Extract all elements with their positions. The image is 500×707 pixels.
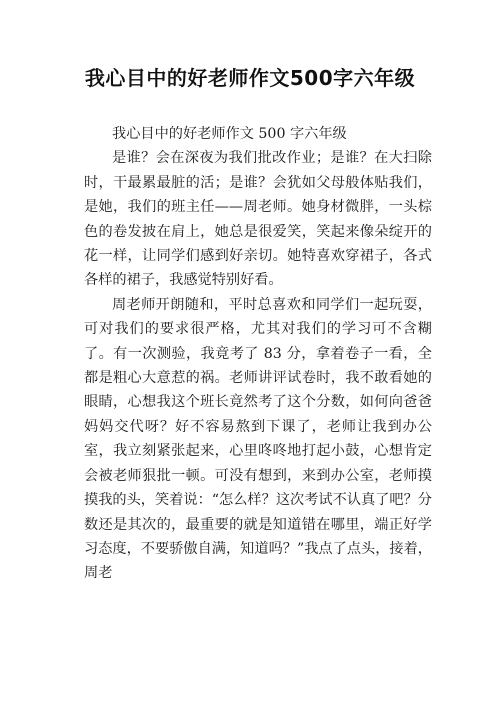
- document-subtitle: 我心目中的好老师作文 500 字六年级: [112, 126, 347, 142]
- document-title: 我心目中的好老师作文500字六年级: [84, 66, 416, 90]
- paragraph: 周老师开朗随和，平时总喜欢和同学们一起玩耍，可对我们的要求很严格，尤其对我们的学习可不含糊了。有一次测验，我竟考了 83 分，拿着卷子一看，全都是粗心大意惹的祸。老师讲评试卷时，我不敢看她的眼睛，心想我这个班长竟然考了这个分数，如何向爸爸妈妈交代呀？好不容易熬到下课了，老师让我到办公室，我立刻紧张起来，心里咚咚地打起小鼓，心想肯定会被老师狠批一顿。可没有想到，来到办公室，老师摸摸我的头，笑着说：“怎么样？这次考试不认真了吧？分数还是其次的，最重要的就是知道错在哪里，端正好学习态度，不要骄傲自满，知道吗？”我点了点头，接着，周老: [84, 296, 432, 582]
- document-body: [84, 122, 432, 586]
- paragraph: 是谁？会在深夜为我们批改作业；是谁？在大扫除时，干最累最脏的活；是谁？会犹如父母般体贴我们，是她，我们的班主任——周老师。她身材微胖，一头棕色的卷发披在肩上，她总是很爱笑，笑起来像朵绽开的花一样，让同学们感到好亲切。她特喜欢穿裙子，各式各样的裙子，我感觉特别好看。: [84, 150, 432, 289]
